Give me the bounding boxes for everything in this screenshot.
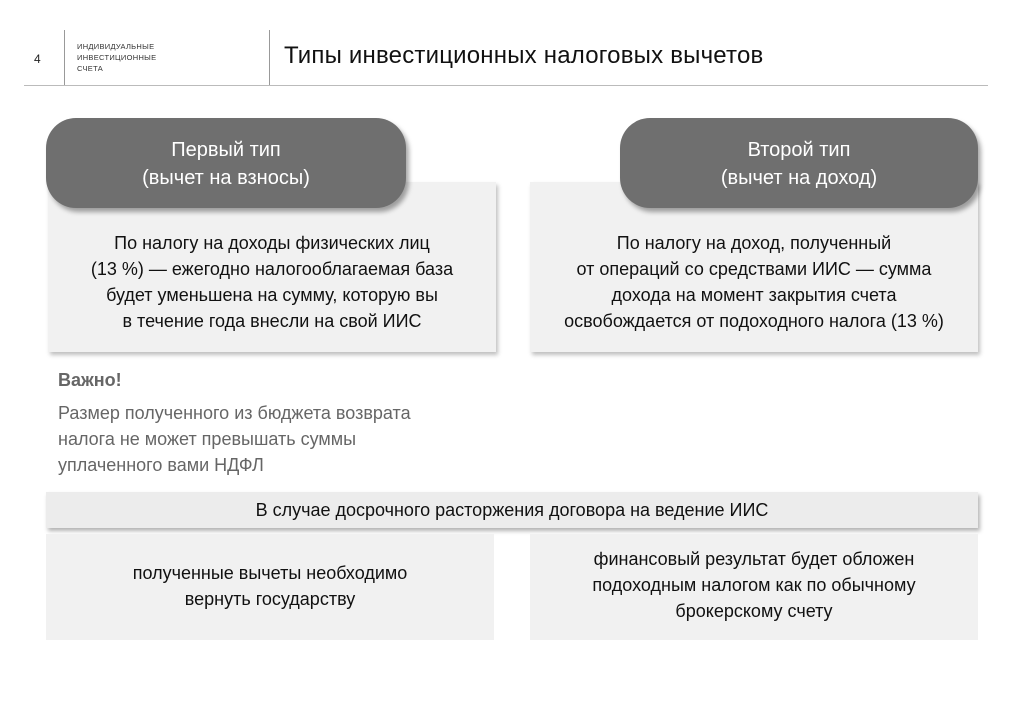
page-number: 4 xyxy=(34,52,41,66)
termination-right-text: финансовый результат будет обложен подоходным налогом как по обычному брокерскому счету xyxy=(592,549,916,621)
second-type-description: По налогу на доход, полученный от операций со средствами ИИС — сумма дохода на момент закрытия счета освобождается от подоходного налога (13 %) xyxy=(564,233,944,331)
second-type-header xyxy=(620,118,978,208)
page-title: Типы инвестиционных налоговых вычетов xyxy=(284,42,764,69)
brand-block xyxy=(64,30,270,86)
termination-banner: В случае досрочного расторжения договора на ведение ИИС xyxy=(46,492,978,528)
brand-line: СЧЕТА xyxy=(77,64,104,73)
header-divider xyxy=(24,85,988,86)
second-type-subtitle: (вычет на доход) xyxy=(720,167,878,189)
termination-right-box xyxy=(530,534,978,640)
first-type-header xyxy=(46,118,406,208)
brand-line: ИНВЕСТИЦИОННЫЕ xyxy=(77,53,157,62)
termination-left-text: полученные вычеты необходимо вернуть государству xyxy=(132,563,408,609)
first-type-subtitle: (вычет на взносы) xyxy=(142,167,310,189)
first-type-description: По налогу на доходы физических лиц (13 %) — ежегодно налогооблагаемая база будет уменьшена на сумму, которую вы в течение года внесли на свой ИИС xyxy=(90,233,454,331)
brand-line: ИНДИВИДУАЛЬНЫЕ xyxy=(77,42,155,51)
first-type-title: Первый тип xyxy=(171,139,281,161)
important-heading: Важно! xyxy=(58,370,122,390)
second-type-title: Второй тип xyxy=(747,139,851,161)
termination-left-box xyxy=(46,534,494,640)
important-text: Размер полученного из бюджета возврата налога не может превышать суммы уплаченного вами НДФЛ xyxy=(58,403,411,475)
